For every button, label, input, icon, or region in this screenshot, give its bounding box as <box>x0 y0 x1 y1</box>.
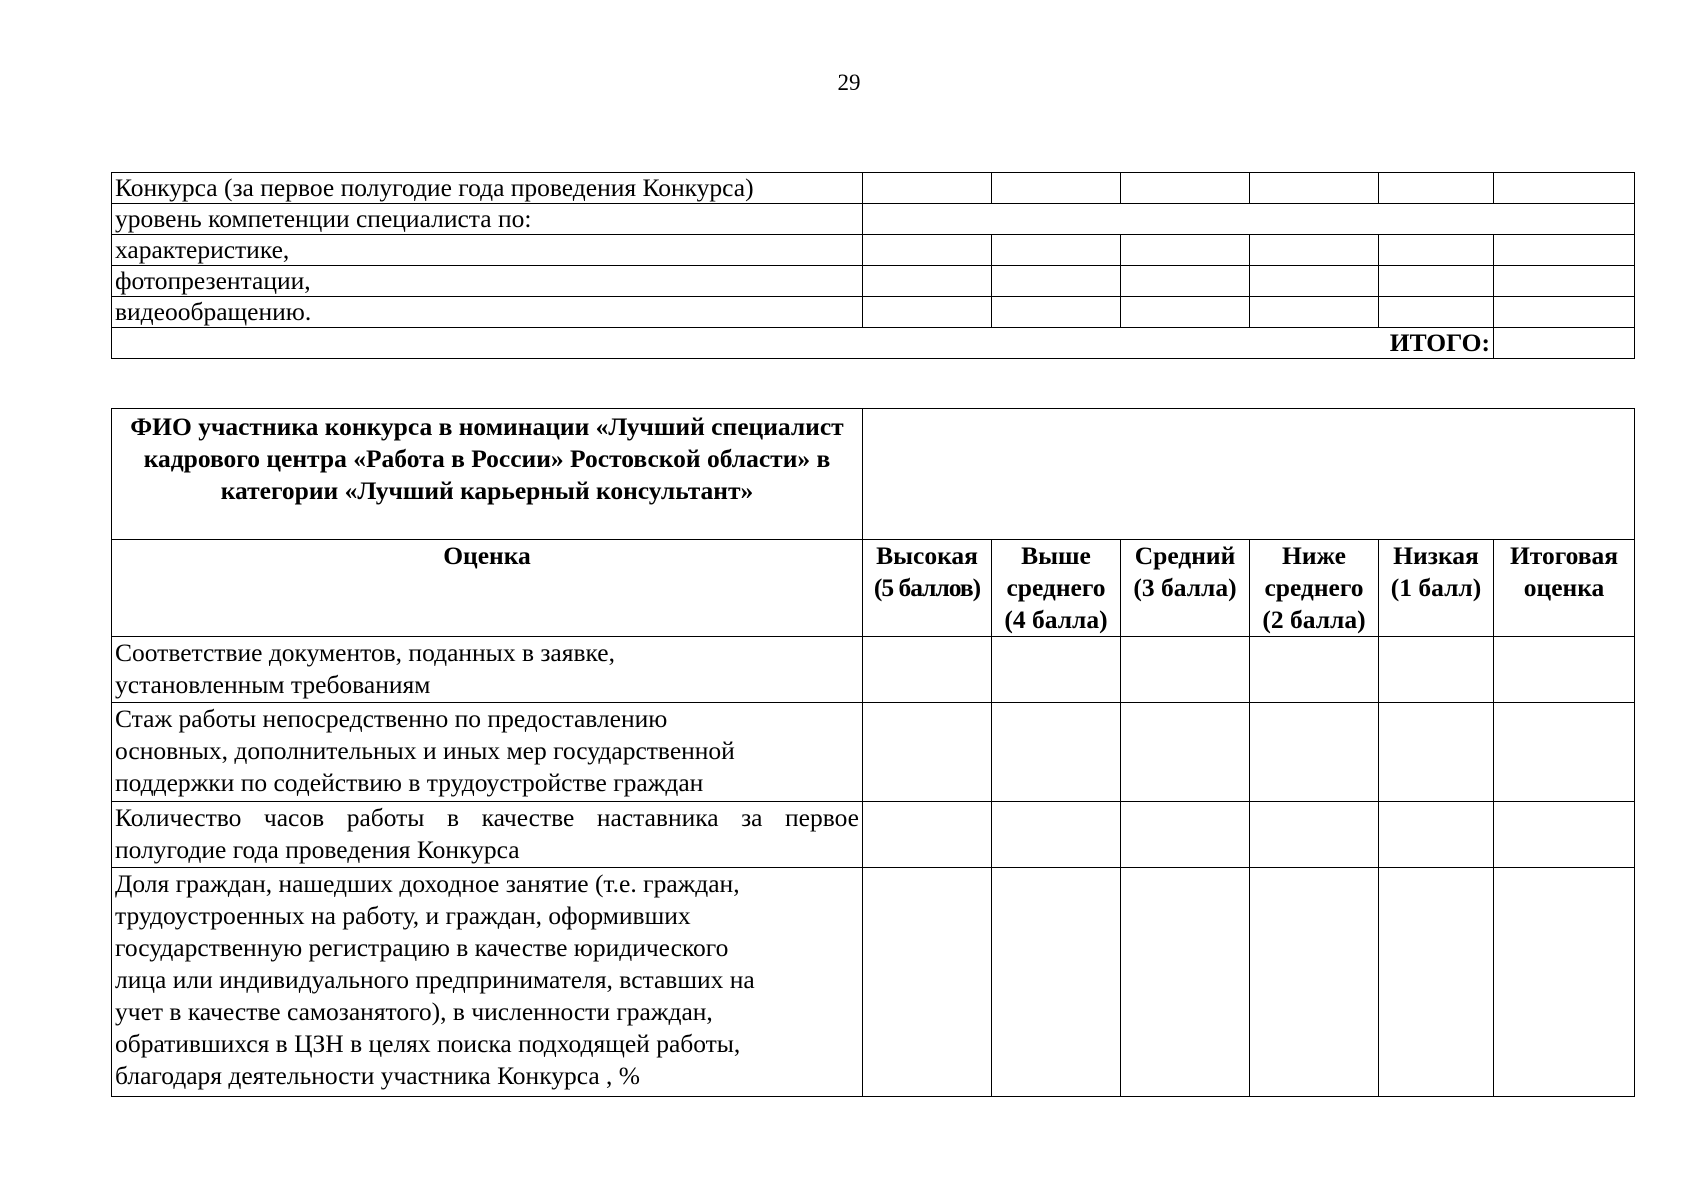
criterion-label <box>112 637 863 703</box>
score-cell[interactable] <box>992 637 1121 703</box>
scale-line: Выше <box>1021 541 1091 570</box>
score-cell[interactable] <box>992 297 1121 328</box>
table-header-row <box>112 409 1635 540</box>
total-score-cell[interactable] <box>1494 703 1635 802</box>
score-cell[interactable] <box>1379 637 1494 703</box>
scale-line: среднего <box>1006 573 1106 602</box>
table-row <box>112 637 1635 703</box>
scale-line: Высокая <box>876 541 978 570</box>
score-cell[interactable] <box>992 802 1121 868</box>
score-cell[interactable] <box>1121 173 1250 204</box>
score-cell[interactable] <box>1121 297 1250 328</box>
scale-below-average <box>1250 540 1379 637</box>
total-score-cell[interactable] <box>1494 173 1635 204</box>
total-score-cell[interactable] <box>1494 266 1635 297</box>
score-cell[interactable] <box>992 868 1121 1097</box>
score-cell[interactable] <box>1379 868 1494 1097</box>
score-cell[interactable] <box>1250 802 1379 868</box>
score-cell[interactable] <box>863 802 992 868</box>
table-row <box>112 297 1635 328</box>
score-cell[interactable] <box>1379 266 1494 297</box>
scale-header-row <box>112 540 1635 637</box>
score-cell[interactable] <box>1379 173 1494 204</box>
score-cell[interactable] <box>992 703 1121 802</box>
table-row <box>112 868 1635 1097</box>
score-cell[interactable] <box>1121 868 1250 1097</box>
participant-title: ФИО участника конкурса в номинации «Лучший специалист кадрового центра «Работа в России» Ростовской области» в категории «Лучший карьерный консультант» <box>112 409 863 540</box>
scale-above-average <box>992 540 1121 637</box>
score-cell[interactable] <box>863 703 992 802</box>
criterion-line: учет в качестве самозанятого), в численности граждан, <box>115 997 713 1026</box>
page-number: 29 <box>837 70 861 95</box>
score-cell[interactable] <box>1250 637 1379 703</box>
score-cell[interactable] <box>863 297 992 328</box>
table-row <box>112 802 1635 868</box>
scale-line: Низкая <box>1393 541 1479 570</box>
score-cell[interactable] <box>992 235 1121 266</box>
score-cell[interactable] <box>1379 235 1494 266</box>
total-score-cell[interactable] <box>1494 637 1635 703</box>
scale-line: Средний <box>1134 541 1236 570</box>
criterion-label <box>112 802 863 868</box>
score-cell[interactable] <box>1250 266 1379 297</box>
total-score-cell[interactable] <box>1494 297 1635 328</box>
scale-average <box>1121 540 1250 637</box>
score-cell[interactable] <box>1121 235 1250 266</box>
criterion-line: Стаж работы непосредственно по предоставлению <box>115 704 668 733</box>
score-cell[interactable] <box>1250 173 1379 204</box>
criterion-line: Доля граждан, нашедших доходное занятие (т.е. граждан, <box>115 869 740 898</box>
scale-line: (2 балла) <box>1262 605 1366 634</box>
criterion-line: лица или индивидуального предпринимателя, вставших на <box>115 965 755 994</box>
scale-line: (1 балл) <box>1390 573 1482 602</box>
score-cell[interactable] <box>863 868 992 1097</box>
criterion-line: Соответствие документов, поданных в заявке, <box>115 638 615 667</box>
criterion-line: Количество часов работы в качестве наставника за первое <box>115 803 859 832</box>
criterion-label <box>112 868 863 1097</box>
scale-low <box>1379 540 1494 637</box>
criterion-line: поддержки по содействию в трудоустройстве граждан <box>115 768 704 797</box>
score-cell[interactable] <box>1121 703 1250 802</box>
score-cell[interactable] <box>1250 235 1379 266</box>
score-cell[interactable] <box>863 637 992 703</box>
score-cell[interactable] <box>1121 637 1250 703</box>
table-row <box>112 204 1635 235</box>
criterion-line: благодаря деятельности участника Конкурса , % <box>115 1061 641 1090</box>
scoring-table-continuation <box>111 172 1635 359</box>
scale-line: (5 баллов) <box>873 573 981 602</box>
scale-high <box>863 540 992 637</box>
criterion-label: фотопрезентации, <box>112 266 863 297</box>
criterion-label: уровень компетенции специалиста по: <box>112 204 863 235</box>
score-cell[interactable] <box>863 173 992 204</box>
score-cell[interactable] <box>1250 297 1379 328</box>
score-cell[interactable] <box>863 235 992 266</box>
score-cell[interactable] <box>1250 703 1379 802</box>
score-cell[interactable] <box>1379 297 1494 328</box>
scale-line: среднего <box>1264 573 1364 602</box>
grand-total-cell[interactable] <box>1494 328 1635 359</box>
total-score-cell[interactable] <box>1494 235 1635 266</box>
score-cell[interactable] <box>992 173 1121 204</box>
criterion-label <box>112 703 863 802</box>
scale-line: оценка <box>1523 573 1605 602</box>
score-cell[interactable] <box>1121 802 1250 868</box>
score-cell[interactable] <box>1379 802 1494 868</box>
score-cell[interactable] <box>1250 868 1379 1097</box>
participant-name-cell[interactable] <box>863 409 1635 540</box>
table-row <box>112 703 1635 802</box>
table-row <box>112 266 1635 297</box>
scale-line: Ниже <box>1282 541 1346 570</box>
scoring-table-career-consultant <box>111 408 1635 1097</box>
score-cell[interactable] <box>863 266 992 297</box>
criterion-label: характеристике, <box>112 235 863 266</box>
total-label: ИТОГО: <box>112 328 1494 359</box>
scale-final-score <box>1494 540 1635 637</box>
criterion-line: обратившихся в ЦЗН в целях поиска подходящей работы, <box>115 1029 741 1058</box>
scale-line: (4 балла) <box>1004 605 1108 634</box>
score-cell[interactable] <box>1121 266 1250 297</box>
criterion-line: установленным требованиям <box>115 670 431 699</box>
criterion-line: трудоустроенных на работу, и граждан, оформивших <box>115 901 691 930</box>
criterion-line: государственную регистрацию в качестве юридического <box>115 933 729 962</box>
score-cell[interactable] <box>992 266 1121 297</box>
assessment-label: Оценка <box>112 540 863 637</box>
score-cell[interactable] <box>1379 703 1494 802</box>
scale-line: Итоговая <box>1509 541 1619 570</box>
table-row <box>112 235 1635 266</box>
table-row <box>112 173 1635 204</box>
merged-cell <box>863 204 1635 235</box>
total-row <box>112 328 1635 359</box>
criterion-line: основных, дополнительных и иных мер государственной <box>115 736 735 765</box>
scale-line: (3 балла) <box>1133 573 1237 602</box>
total-score-cell[interactable] <box>1494 868 1635 1097</box>
total-score-cell[interactable] <box>1494 802 1635 868</box>
criterion-label: видеообращению. <box>112 297 863 328</box>
criterion-line: полугодие года проведения Конкурса <box>115 835 520 864</box>
criterion-label: Конкурса (за первое полугодие года проведения Конкурса) <box>112 173 863 204</box>
